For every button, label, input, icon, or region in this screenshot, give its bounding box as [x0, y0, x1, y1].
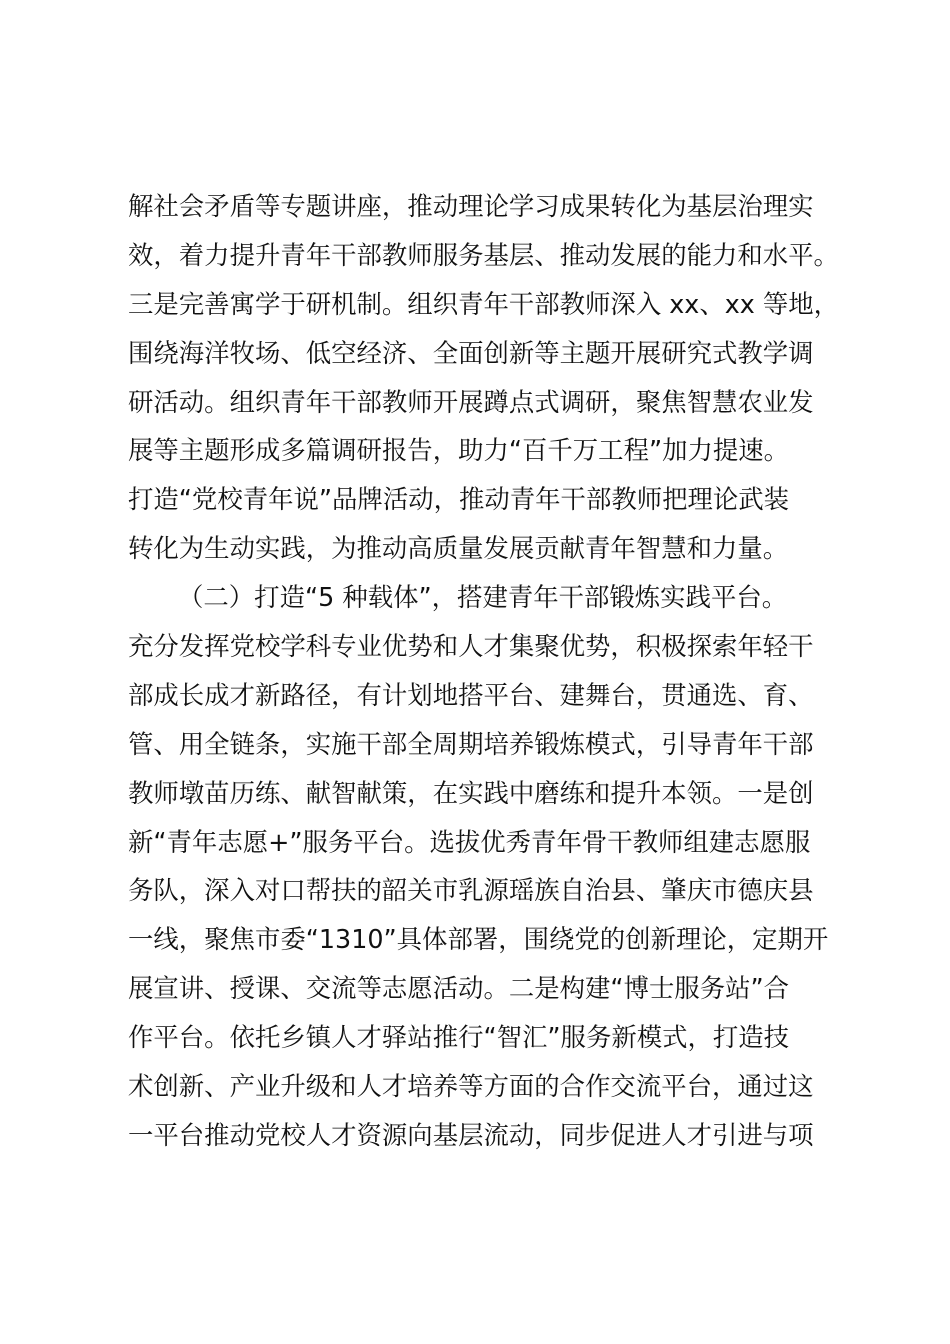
text-line: 作平台。依托乡镇人才驿站推行“智汇”服务新模式，打造技 [128, 1022, 790, 1053]
text-line: 展等主题形成多篇调研报告，助力“百千万工程”加力提速。 [128, 435, 790, 466]
text-line: 三是完善寓学于研机制。组织青年干部教师深入 xx、xx 等地， [128, 288, 840, 319]
text-line: 术创新、产业升级和人才培养等方面的合作交流平台，通过这 [128, 1071, 814, 1102]
body-text [128, 182, 848, 1160]
text-line: 解社会矛盾等专题讲座，推动理论学习成果转化为基层治理实 [128, 191, 814, 221]
text-line: 一平台推动党校人才资源向基层流动，同步促进人才引进与项 [128, 1119, 814, 1150]
text-line: 充分发挥党校学科专业优势和人才集聚优势，积极探索年轻干 [128, 631, 814, 662]
text-line: 转化为生动实践，为推动高质量发展贡献青年智慧和力量。 [128, 533, 789, 564]
text-line: 展宣讲、授课、交流等志愿活动。二是构建“博士服务站”合 [128, 973, 790, 1004]
text-line: 效，着力提升青年干部教师服务基层、推动发展的能力和水平。 [128, 239, 839, 270]
text-line: 一线，聚焦市委“1310”具体部署，围绕党的创新理论，定期开 [128, 924, 829, 955]
text-line: 教师墩苗历练、献智献策，在实践中磨练和提升本领。一是创 [128, 777, 814, 808]
text-line: 新“青年志愿+”服务平台。选拔优秀青年骨干教师组建志愿服 [128, 826, 811, 857]
text-line: 部成长成才新路径，有计划地搭平台、建舞台，贯通选、育、 [128, 679, 814, 710]
text-line: 研活动。组织青年干部教师开展蹲点式调研，聚焦智慧农业发 [128, 386, 814, 417]
section-heading: （二）打造“5 种载体”，搭建青年干部锻炼实践平台。 [178, 582, 788, 613]
text-line: 管、用全链条，实施干部全周期培养锻炼模式，引导青年干部 [128, 728, 814, 759]
text-line: 务队，深入对口帮扶的韶关市乳源瑶族自治县、肇庆市德庆县 [128, 875, 814, 906]
text-line: 打造“党校青年说”品牌活动，推动青年干部教师把理论武装 [128, 484, 790, 515]
text-line: 围绕海洋牧场、低空经济、全面创新等主题开展研究式教学调 [128, 337, 814, 368]
